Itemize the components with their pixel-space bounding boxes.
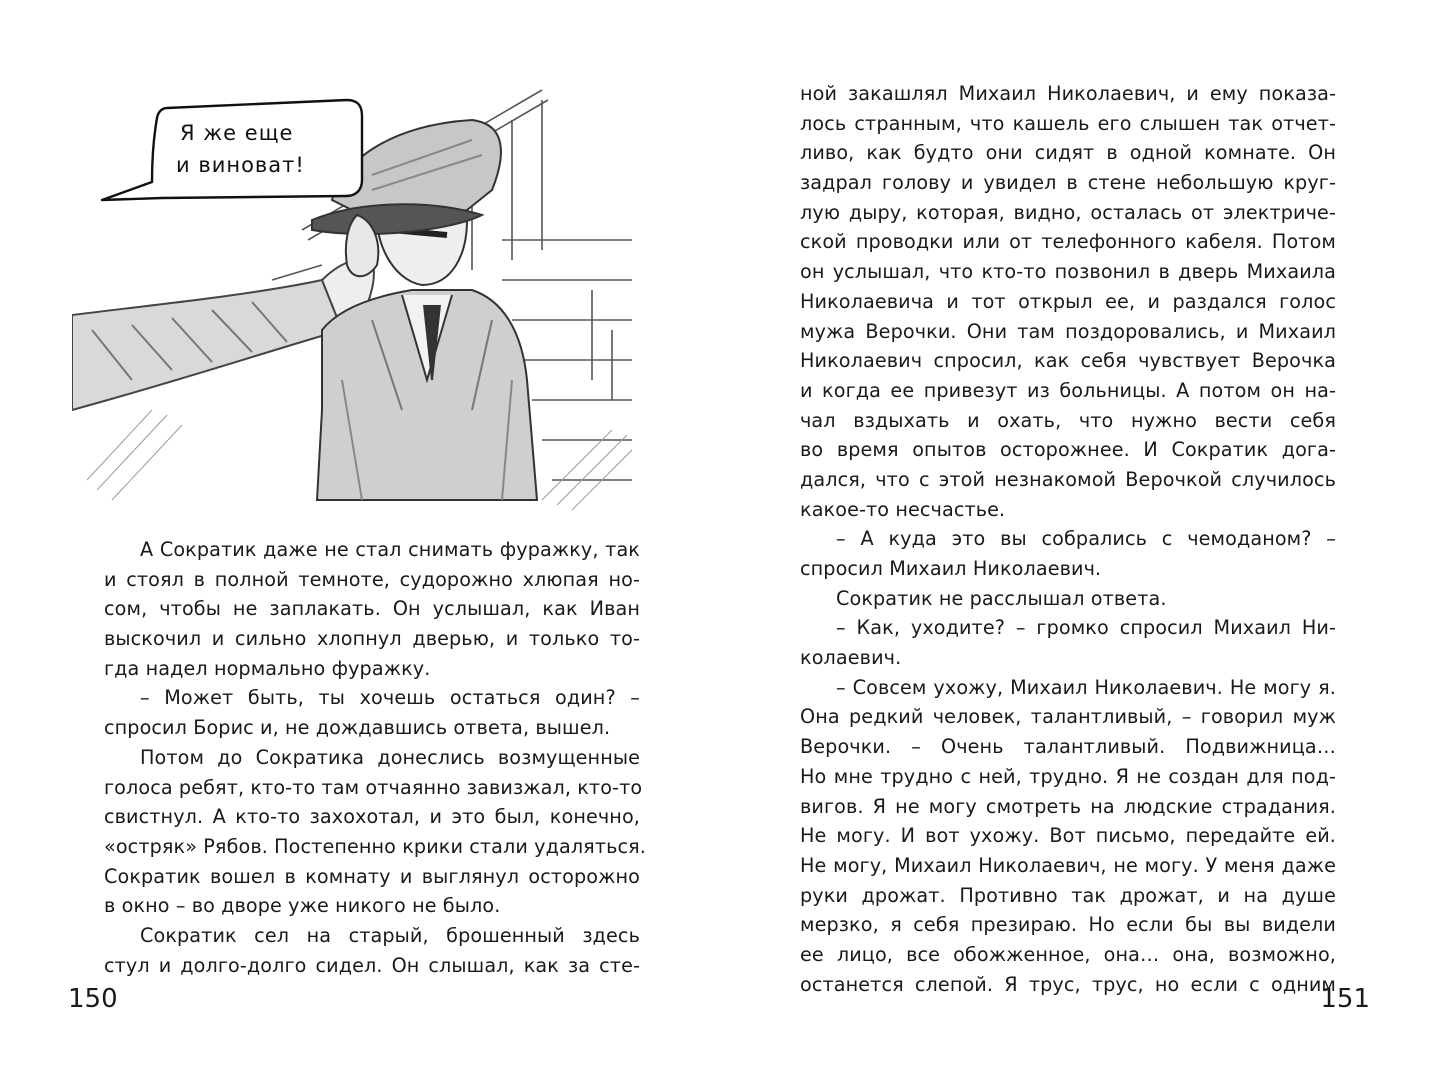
text-line: стул и долго-долго сидел. Он слышал, как за сте- <box>104 953 640 977</box>
speech-bubble <box>102 100 362 200</box>
text-line: мерзко, я себя презираю. Но если бы вы видели <box>800 913 1336 937</box>
text-line: мужа Верочки. Они там поздоровались, и Михаил <box>800 319 1336 343</box>
text-line: Но мне трудно с ней, трудно. Я не создан для под- <box>800 764 1336 788</box>
page-number-left: 150 <box>68 984 118 1014</box>
text-line: – Как, уходите? – громко спросил Михаил Ни- <box>836 616 1336 640</box>
page-number-right: 151 <box>1320 984 1370 1014</box>
text-line: Она редкий человек, талантливый, – говорил муж <box>800 705 1336 729</box>
text-line: спросил Михаил Николаевич. <box>800 557 1102 580</box>
text-line: сом, чтобы не заплакать. Он услышал, как Иван <box>104 597 640 621</box>
speech-bubble-line-1: Я же еще <box>180 121 294 145</box>
text-line: задрал голову и увидел в стене небольшую круг- <box>800 171 1336 195</box>
text-line: какое-то несчастье. <box>800 497 1006 521</box>
text-line: выскочил и сильно хлопнул дверью, и только то- <box>104 627 640 651</box>
illustration-boy-in-cap <box>72 80 632 520</box>
text-line: он услышал, что кто-то позвонил в дверь Михаила <box>800 260 1336 284</box>
text-line: «остряк» Рябов. Постепенно крики стали удаляться. <box>104 834 646 858</box>
text-line: и когда ее привезут из больницы. А потом он на- <box>800 378 1336 402</box>
text-line: дался, что с этой незнакомой Верочкой случилось <box>800 467 1336 491</box>
text-line: – Совсем ухожу, Михаил Николаевич. Не могу я. <box>836 675 1336 699</box>
text-line: Сократик сел на старый, брошенный здесь <box>140 923 640 947</box>
text-line: свистнул. А кто-то захохотал, и это был, конечно, <box>104 805 640 829</box>
text-line: ее лицо, все обожженное, она… она, возможно, <box>800 942 1336 966</box>
text-line: – А куда это вы собрались с чемоданом? – <box>836 527 1336 551</box>
text-line: Не могу, Михаил Николаевич, не могу. У меня даже <box>800 853 1336 877</box>
text-line: колаевич. <box>800 646 902 670</box>
text-line: ской проводки или от телефонного кабеля. Потом <box>800 230 1336 254</box>
right-page-text <box>800 79 1336 999</box>
text-line: останется слепой. Я трус, трус, но если с одним <box>800 972 1336 996</box>
text-line: Потом до Сократика донеслись возмущенные <box>140 745 640 769</box>
text-line: спросил Борис и, не дождавшись ответа, вышел. <box>104 716 611 740</box>
pencil-sketch <box>72 80 632 520</box>
text-line: лось странным, что кашель его слышен так отчет- <box>800 111 1336 135</box>
text-line: во время опытов осторожнее. И Сократик дога- <box>800 438 1336 462</box>
text-line: Сократик не расслышал ответа. <box>836 586 1167 610</box>
text-line: Верочки. – Очень талантливый. Подвижница… <box>800 735 1336 759</box>
text-line: А Сократик даже не стал снимать фуражку, так <box>140 538 640 561</box>
text-line: – Может быть, ты хочешь остаться один? – <box>140 686 640 710</box>
speech-bubble-line-2: и виноват! <box>176 153 305 177</box>
text-line: ливо, как будто они сидят в одной комнате. Он <box>800 141 1336 165</box>
text-line: голоса ребят, кто-то там отчаянно завизжал, кто-то <box>104 775 643 799</box>
text-line: и стоял в полной темноте, судорожно хлюпая но- <box>104 567 640 591</box>
text-line: чал вздыхать и охать, что нужно вести себя <box>800 408 1336 432</box>
text-line: лую дыру, которая, видно, осталась от электриче- <box>800 200 1336 224</box>
text-line: вигов. Я не могу смотреть на людские страдания. <box>800 794 1336 818</box>
text-line: в окно – во дворе уже никого не было. <box>104 894 501 918</box>
text-line: Николаевича и тот открыл ее, и раздался голос <box>800 289 1336 313</box>
text-line: Николаевич спросил, как себя чувствует Верочка <box>800 349 1336 373</box>
text-line: гда надел нормально фуражку. <box>104 656 431 680</box>
text-line: Не могу. И вот ухожу. Вот письмо, передайте ей. <box>800 824 1336 848</box>
text-line: Сократик вошел в комнату и выглянул осторожно <box>104 864 640 888</box>
text-line: ной закашлял Михаил Николаевич, и ему показа- <box>800 82 1336 105</box>
left-page-text <box>104 535 646 980</box>
text-line: руки дрожат. Противно так дрожат, и на душе <box>800 883 1336 907</box>
